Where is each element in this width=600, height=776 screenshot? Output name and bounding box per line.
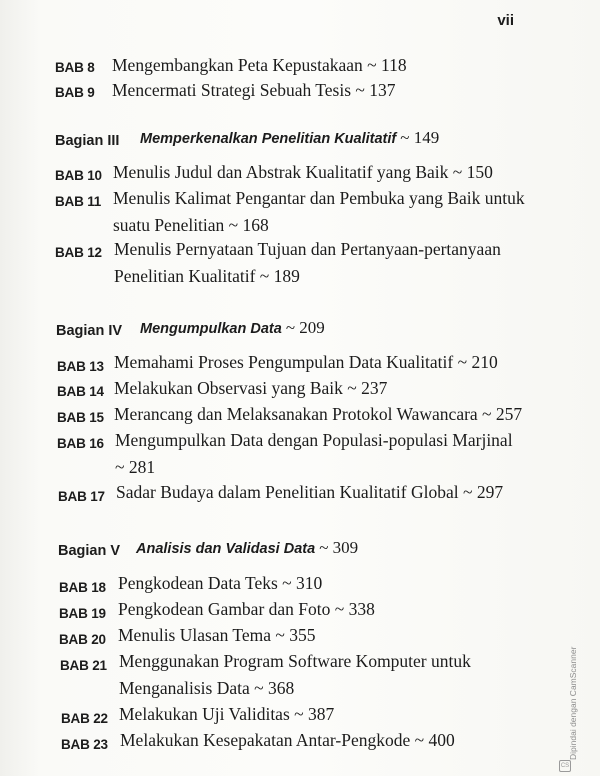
chapter-title-line-2: Penelitian Kualitatif ~ 189 [114, 266, 300, 286]
part-page: ~ 149 [400, 128, 440, 147]
chapter-title: Memahami Proses Pengumpulan Data Kualitatif ~ 210 [114, 352, 498, 372]
chapter-title-line-1: Mengumpulkan Data dengan Populasi-populasi Marjinal [115, 430, 513, 450]
chapter-number: BAB 20 [59, 632, 106, 647]
chapter-title-line-1: Menulis Kalimat Pengantar dan Pembuka yang Baik untuk [113, 188, 525, 208]
chapter-number: BAB 17 [58, 489, 105, 504]
part-page: ~ 209 [285, 318, 325, 337]
part-label: Bagian III [55, 133, 120, 149]
part-title: Memperkenalkan Penelitian Kualitatif ~ 149 [140, 128, 440, 147]
page-number: vii [497, 12, 514, 29]
chapter-title-line-1: Menulis Pernyataan Tujuan dan Pertanyaan-pertanyaan [114, 239, 501, 259]
chapter-title-line-2: suatu Penelitian ~ 168 [113, 215, 269, 235]
part-title: Mengumpulkan Data ~ 209 [140, 318, 325, 337]
chapter-number: BAB 14 [57, 384, 104, 399]
part-label: Bagian IV [56, 323, 123, 339]
chapter-title-line-2: Menganalisis Data ~ 368 [119, 678, 295, 698]
chapter-title: Pengkodean Gambar dan Foto ~ 338 [118, 599, 375, 619]
camscanner-logo-icon: CS [559, 760, 571, 772]
chapter-title: Melakukan Kesepakatan Antar-Pengkode ~ 400 [120, 730, 455, 750]
chapter-title: Merancang dan Melaksanakan Protokol Wawancara ~ 257 [114, 404, 523, 424]
scanner-watermark-text: Dipindai dengan CamScanner [568, 646, 578, 760]
scanner-watermark [556, 600, 596, 770]
chapter-number: BAB 19 [59, 606, 106, 621]
chapter-title-line-2: ~ 281 [115, 457, 156, 477]
chapter-title: Melakukan Observasi yang Baik ~ 237 [114, 378, 388, 398]
chapter-title: Mencermati Strategi Sebuah Tesis ~ 137 [112, 80, 396, 100]
chapter-title: Melakukan Uji Validitas ~ 387 [119, 704, 335, 724]
chapter-number: BAB 21 [60, 658, 107, 673]
chapter-number: BAB 23 [61, 737, 108, 752]
chapter-title: Mengembangkan Peta Kepustakaan ~ 118 [112, 55, 407, 75]
chapter-number: BAB 10 [55, 168, 102, 183]
chapter-number: BAB 16 [57, 436, 104, 451]
chapter-number: BAB 15 [57, 410, 104, 425]
part-page: ~ 309 [319, 538, 359, 557]
chapter-title: Pengkodean Data Teks ~ 310 [118, 573, 323, 593]
chapter-number: BAB 11 [55, 194, 102, 209]
chapter-number: BAB 18 [59, 580, 106, 595]
chapter-number: BAB 13 [57, 359, 104, 374]
chapter-number: BAB 8 [55, 60, 95, 75]
chapter-title: Menulis Ulasan Tema ~ 355 [118, 625, 316, 645]
chapter-number: BAB 22 [61, 711, 108, 726]
chapter-title: Menulis Judul dan Abstrak Kualitatif yang Baik ~ 150 [113, 162, 493, 182]
chapter-number: BAB 9 [55, 85, 95, 100]
part-label: Bagian V [58, 543, 121, 559]
chapter-title: Sadar Budaya dalam Penelitian Kualitatif Global ~ 297 [116, 482, 504, 502]
chapter-number: BAB 12 [55, 245, 102, 260]
chapter-title-line-1: Menggunakan Program Software Komputer untuk [119, 651, 471, 671]
part-title: Analisis dan Validasi Data ~ 309 [136, 538, 359, 557]
